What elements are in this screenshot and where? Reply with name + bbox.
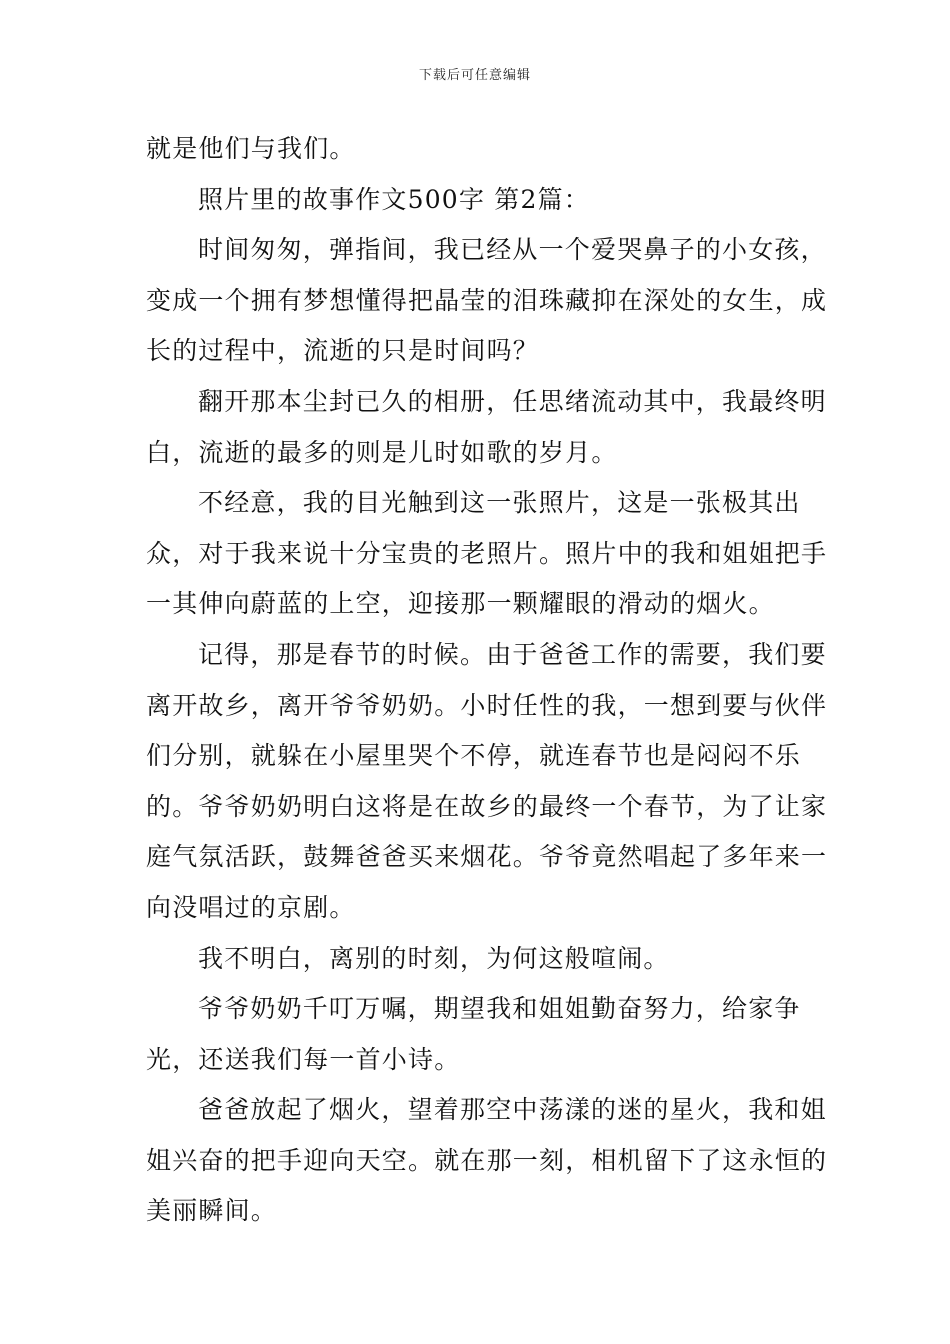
page-header: 下载后可任意编辑 [418, 68, 531, 83]
paragraph-6: 记得，那是春节的时候。由于爸爸工作的需要，我们要离开故乡，离开爷爷奶奶。小时任性的我，一想到要与伙伴们分别，就躲在小屋里哭个不停，就连春节也是闷闷不乐的。爷爷奶奶明白这将是在故乡的最终一个春节，为了让家庭气氛活跃，鼓舞爸爸买来烟花。爷爷竟然唱起了多年来一向没唱过的京剧。 [146, 639, 828, 922]
paragraph-9: 爸爸放起了烟火，望着那空中荡漾的迷的星火，我和姐姐兴奋的把手迎向天空。就在那一刻，相机留下了这永恒的美丽瞬间。 [146, 1095, 828, 1226]
paragraph-1: 就是他们与我们。 [146, 134, 356, 163]
paragraph-2-heading: 照片里的故事作文500字 第2篇： [198, 184, 590, 214]
paragraph-5: 不经意，我的目光触到这一张照片，这是一张极其出众，对于我来说十分宝贵的老照片。照片中的我和姐姐把手一其伸向蔚蓝的上空，迎接那一颗耀眼的滑动的烟火。 [146, 488, 828, 619]
document-body [146, 124, 836, 1237]
paragraph-4: 翻开那本尘封已久的相册，任思绪流动其中，我最终明白，流逝的最多的则是儿时如歌的岁月。 [146, 386, 827, 467]
paragraph-3: 时间匆匆，弹指间，我已经从一个爱哭鼻子的小女孩，变成一个拥有梦想懂得把晶莹的泪珠藏抑在深处的女生，成长的过程中，流逝的只是时间吗？ [146, 235, 828, 366]
paragraph-8: 爷爷奶奶千叮万嘱，期望我和姐姐勤奋努力，给家争光，还送我们每一首小诗。 [146, 994, 801, 1074]
paragraph-7: 我不明白，离别的时刻，为何这般喧闹。 [198, 943, 670, 973]
